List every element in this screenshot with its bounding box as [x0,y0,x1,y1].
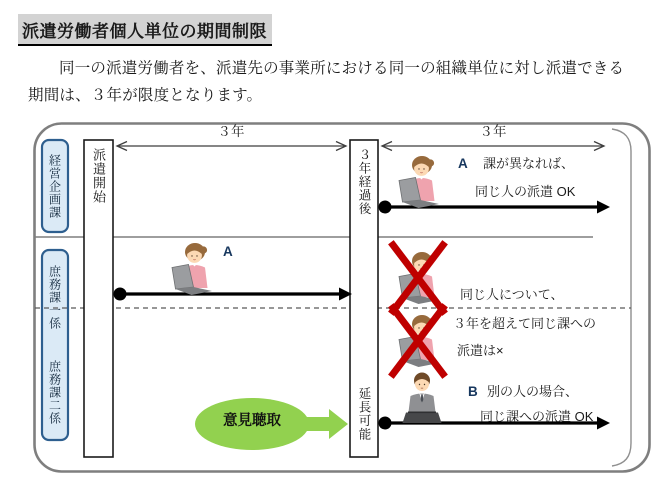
intro-paragraph: 同一の派遣労働者を、派遣先の事業所における同一の組織単位に対し派遣できる期間は、３年が限度となります。 [28,60,625,104]
restriction-line1: 同じ人について、 [460,287,564,302]
scenario-a-caption-line1: 課が異なれば、 [483,156,575,171]
dept-label-keiei-kikaku: 経営企画課 [47,153,62,219]
dept-label-shomu-1: 庶務課一係 [47,265,62,330]
scenario-a-caption-line2: 同じ人の派遣 OK [475,184,576,199]
page-title: 派遣労働者個人単位の期間制限 [18,14,272,46]
restriction-line2: ３年を超えて同じ課への [453,316,597,331]
milestone-label-after-three-years: ３年経過後 [357,148,371,216]
scenario-b-caption-line1: 別の人の場合、 [487,384,579,399]
period-label-right: ３年 [479,124,507,139]
period-label-left: ３年 [217,124,245,139]
restriction-line3: 派遣は× [457,343,504,358]
opinion-hearing-label: 意見聴取 [223,413,281,429]
milestone-label-dispatch-start: 派遣開始 [91,148,106,204]
scenario-a-left-label: A [223,244,233,259]
milestone-label-extendable: 延長可能 [357,387,371,441]
dept-label-shomu-2: 庶務課二係 [47,360,62,425]
scenario-b-caption-line2: 同じ課への派遣 OK [480,409,594,424]
diagram-panel [33,122,651,473]
scenario-a-right-label: A [458,156,468,171]
scenario-b-label: B [468,384,478,399]
